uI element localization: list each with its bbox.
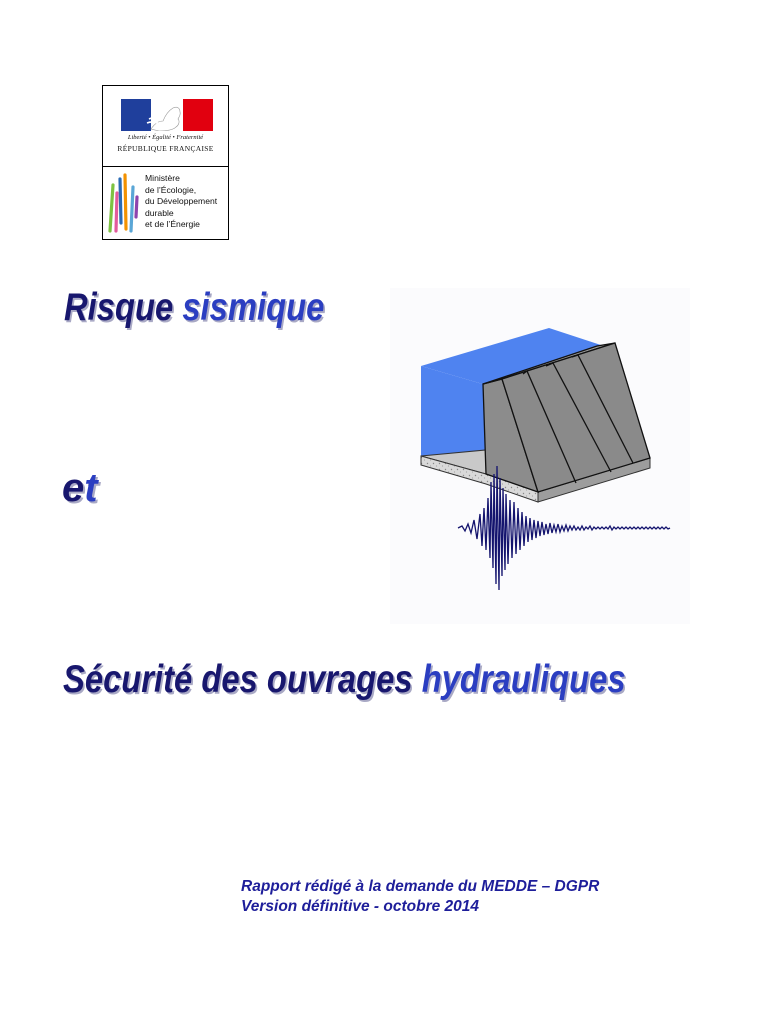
title-et-t: t [84,466,98,510]
dam-earthquake-illustration [390,288,690,624]
title-risque: Risque [64,286,174,329]
title-line-1 [64,286,324,330]
ministry-line: de l’Écologie, [145,184,197,195]
ministry-line: et de l’Énergie [145,219,200,230]
ministry-line: durable [145,207,174,218]
report-request-line: Rapport rédigé à la demande du MEDDE – DGPR [241,878,600,895]
title-line-3 [63,658,626,702]
republique-logo [103,86,228,167]
republique-motto: Liberté • Égalité • Fraternité [127,134,204,141]
ministry-color-bars-icon [107,171,139,233]
marianne-flag-icon [121,99,213,131]
report-info [241,877,599,917]
ministry-logo [102,85,229,240]
dam-seismogram-icon [390,288,690,624]
title-securite: Sécurité des ouvrages [63,658,413,701]
ministry-line: Ministère [145,173,180,183]
title-et-e: e [62,466,85,510]
ministry-name [145,173,217,231]
republique-label: RÉPUBLIQUE FRANÇAISE [117,144,214,153]
title-line-2 [62,466,98,511]
report-version-line: Version définitive - octobre 2014 [241,898,480,915]
ministry-logo-lower [103,167,228,239]
title-hydrauliques: hydrauliques [421,658,626,701]
title-sismique: sismique [182,286,325,329]
ministry-line: du Développement [145,196,218,207]
